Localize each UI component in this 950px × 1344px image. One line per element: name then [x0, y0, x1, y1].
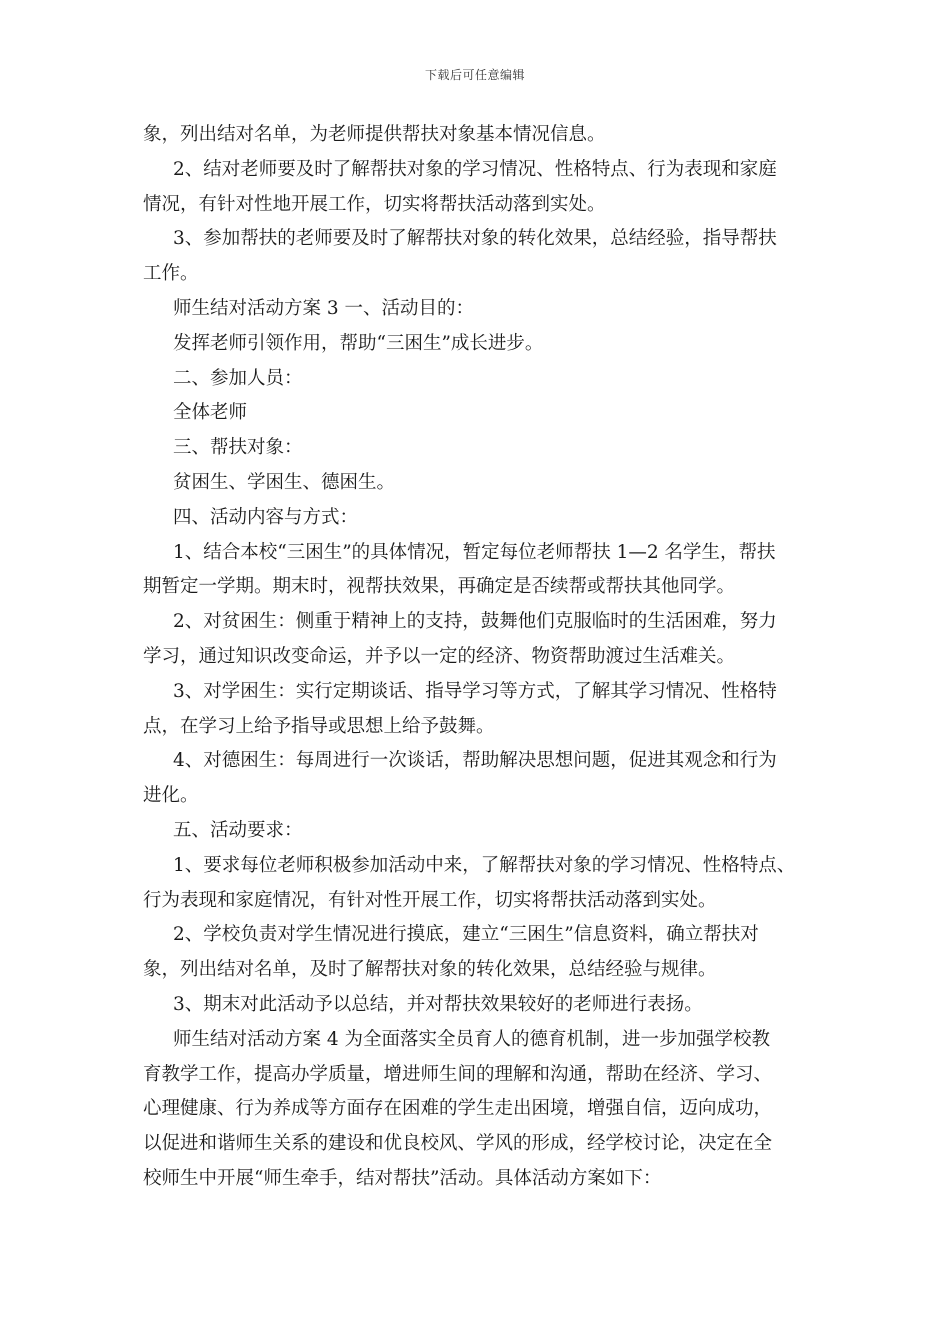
page-header: 下载后可任意编辑 [424, 68, 525, 82]
text-line: 3、参加帮扶的老师要及时了解帮扶对象的转化效果，总结经验，指导帮扶 [173, 228, 777, 250]
text-line: 发挥老师引领作用，帮助“三困生”成长进步。 [173, 332, 544, 354]
text-line: 象，列出结对名单，及时了解帮扶对象的转化效果，总结经验与规律。 [143, 959, 717, 981]
text-line: 2、对贫困生：侧重于精神上的支持，鼓舞他们克服临时的生活困难，努力 [173, 611, 777, 633]
text-line: 贫困生、学困生、德困生。 [173, 471, 396, 493]
text-line: 情况，有针对性地开展工作，切实将帮扶活动落到实处。 [143, 193, 606, 215]
text-line: 四、活动内容与方式： [173, 506, 359, 528]
text-line: 期暂定一学期。期末时，视帮扶效果，再确定是否续帮或帮扶其他同学。 [143, 576, 736, 598]
text-line: 3、期末对此活动予以总结，并对帮扶效果较好的老师进行表扬。 [173, 993, 703, 1015]
text-line: 1、结合本校“三困生”的具体情况，暂定每位老师帮扶 1—2 名学生，帮扶 [173, 541, 776, 563]
text-line: 全体老师 [173, 402, 248, 424]
text-line: 心理健康、行为养成等方面存在困难的学生走出困境，增强自信，迈向成功， [143, 1098, 773, 1120]
text-line: 4、对德困生：每周进行一次谈话，帮助解决思想问题，促进其观念和行为 [173, 750, 777, 772]
text-line: 2、结对老师要及时了解帮扶对象的学习情况、性格特点、行为表现和家庭 [173, 158, 777, 180]
text-line: 师生结对活动方案 4 为全面落实全员育人的德育机制，进一步加强学校教 [173, 1028, 771, 1050]
text-line: 二、参加人员： [173, 367, 303, 389]
text-line: 象，列出结对名单，为老师提供帮扶对象基本情况信息。 [143, 124, 606, 145]
text-line: 三、帮扶对象： [173, 437, 303, 459]
text-line: 五、活动要求： [173, 819, 303, 841]
text-line: 点，在学习上给予指导或思想上给予鼓舞。 [143, 715, 495, 737]
document-body [143, 118, 823, 1197]
text-line: 工作。 [143, 263, 199, 285]
text-line: 师生结对活动方案 3 一、活动目的： [173, 297, 475, 319]
text-line: 学习，通过知识改变命运，并予以一定的经济、物资帮助渡过生活难关。 [143, 645, 736, 667]
text-line: 2、学校负责对学生情况进行摸底，建立“三困生”信息资料，确立帮扶对 [173, 924, 759, 946]
text-line: 以促进和谐师生关系的建设和优良校风、学风的形成，经学校讨论，决定在全 [143, 1133, 773, 1155]
text-line: 1、要求每位老师积极参加活动中来，了解帮扶对象的学习情况、性格特点、 [173, 854, 796, 876]
text-line: 行为表现和家庭情况，有针对性开展工作，切实将帮扶活动落到实处。 [143, 889, 717, 911]
text-line: 3、对学困生：实行定期谈话、指导学习等方式，了解其学习情况、性格特 [173, 680, 777, 702]
text-line: 进化。 [143, 785, 199, 807]
text-line: 育教学工作，提高办学质量，增进师生间的理解和沟通，帮助在经济、学习、 [143, 1063, 773, 1085]
text-line: 校师生中开展“师生牵手，结对帮扶”活动。具体活动方案如下： [143, 1167, 662, 1189]
